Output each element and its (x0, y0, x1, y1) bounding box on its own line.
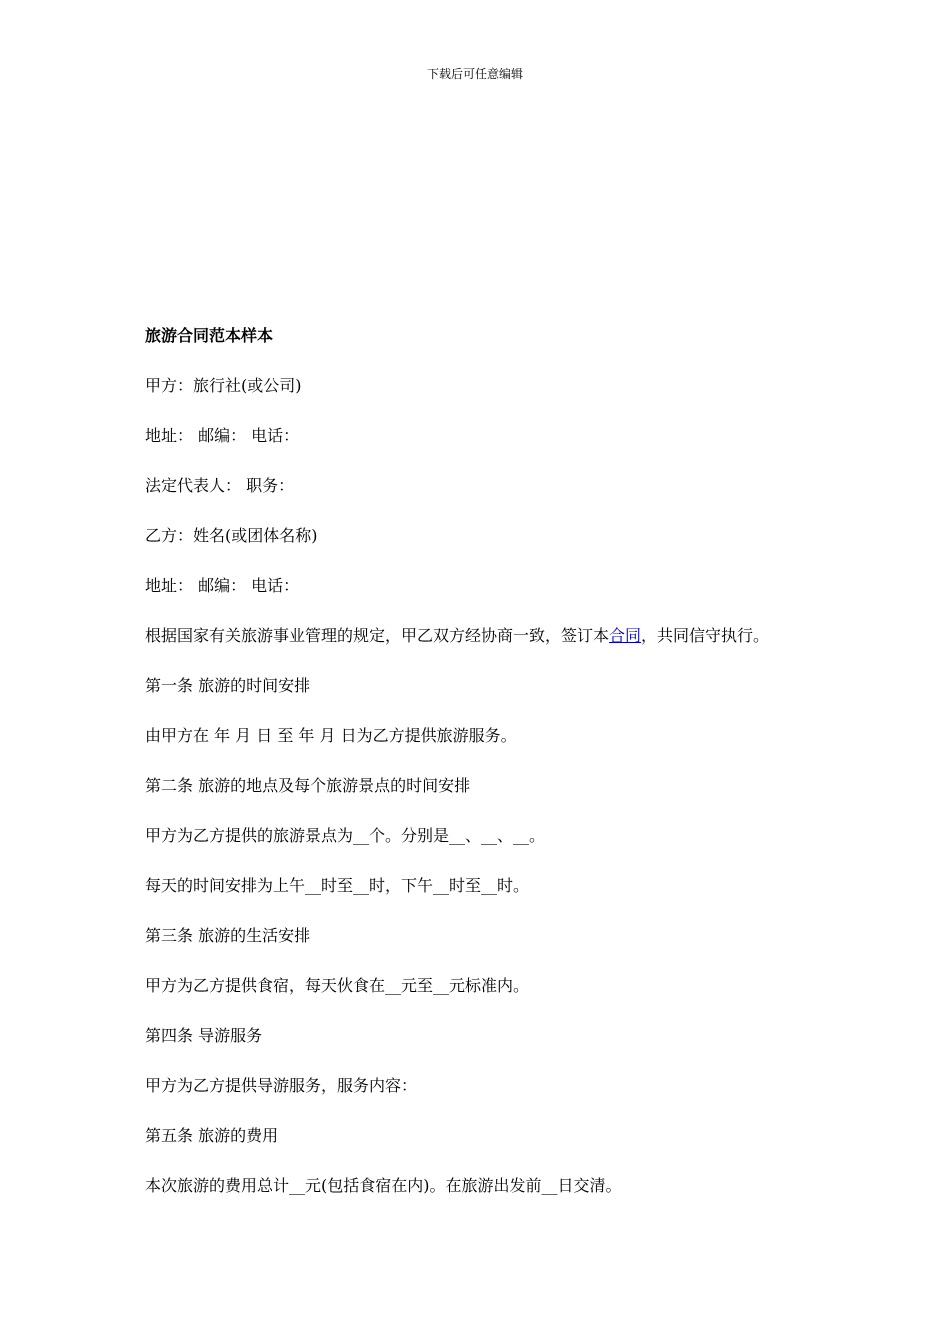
intro-paragraph (145, 624, 825, 648)
party-a-line: 甲方：旅行社(或公司) (145, 376, 302, 395)
article-5-heading: 第五条 旅游的费用 (145, 1126, 279, 1145)
intro-text-after: ，共同信守执行。 (641, 626, 770, 645)
article-2-text-1: 甲方为乙方提供的旅游景点为__个。分别是__、__、__。 (145, 826, 546, 845)
article-3-text: 甲方为乙方提供食宿，每天伙食在__元至__元标准内。 (145, 976, 530, 995)
page-header: 下载后可任意编辑 (426, 67, 523, 81)
party-a-representative-line: 法定代表人： 职务： (145, 476, 295, 495)
article-4-heading: 第四条 导游服务 (145, 1026, 263, 1045)
article-4-text: 甲方为乙方提供导游服务，服务内容： (145, 1076, 418, 1095)
article-1-text: 由甲方在 年 月 日 至 年 月 日为乙方提供旅游服务。 (145, 726, 517, 745)
article-3-heading: 第三条 旅游的生活安排 (145, 926, 311, 945)
party-b-line: 乙方：姓名(或团体名称) (145, 526, 318, 545)
document-body (145, 324, 825, 1224)
article-5-text: 本次旅游的费用总计__元(包括食宿在内)。在旅游出发前__日交清。 (145, 1176, 622, 1195)
document-title: 旅游合同范本样本 (145, 326, 274, 345)
party-b-address-line: 地址： 邮编： 电话： (145, 576, 300, 595)
contract-link[interactable]: 合同 (609, 626, 642, 645)
article-2-heading: 第二条 旅游的地点及每个旅游景点的时间安排 (145, 776, 471, 795)
article-2-text-2: 每天的时间安排为上午__时至__时，下午__时至__时。 (145, 876, 530, 895)
article-1-heading: 第一条 旅游的时间安排 (145, 676, 311, 695)
party-a-address-line: 地址： 邮编： 电话： (145, 426, 300, 445)
intro-text-before: 根据国家有关旅游事业管理的规定，甲乙双方经协商一致，签订本 (145, 626, 610, 645)
